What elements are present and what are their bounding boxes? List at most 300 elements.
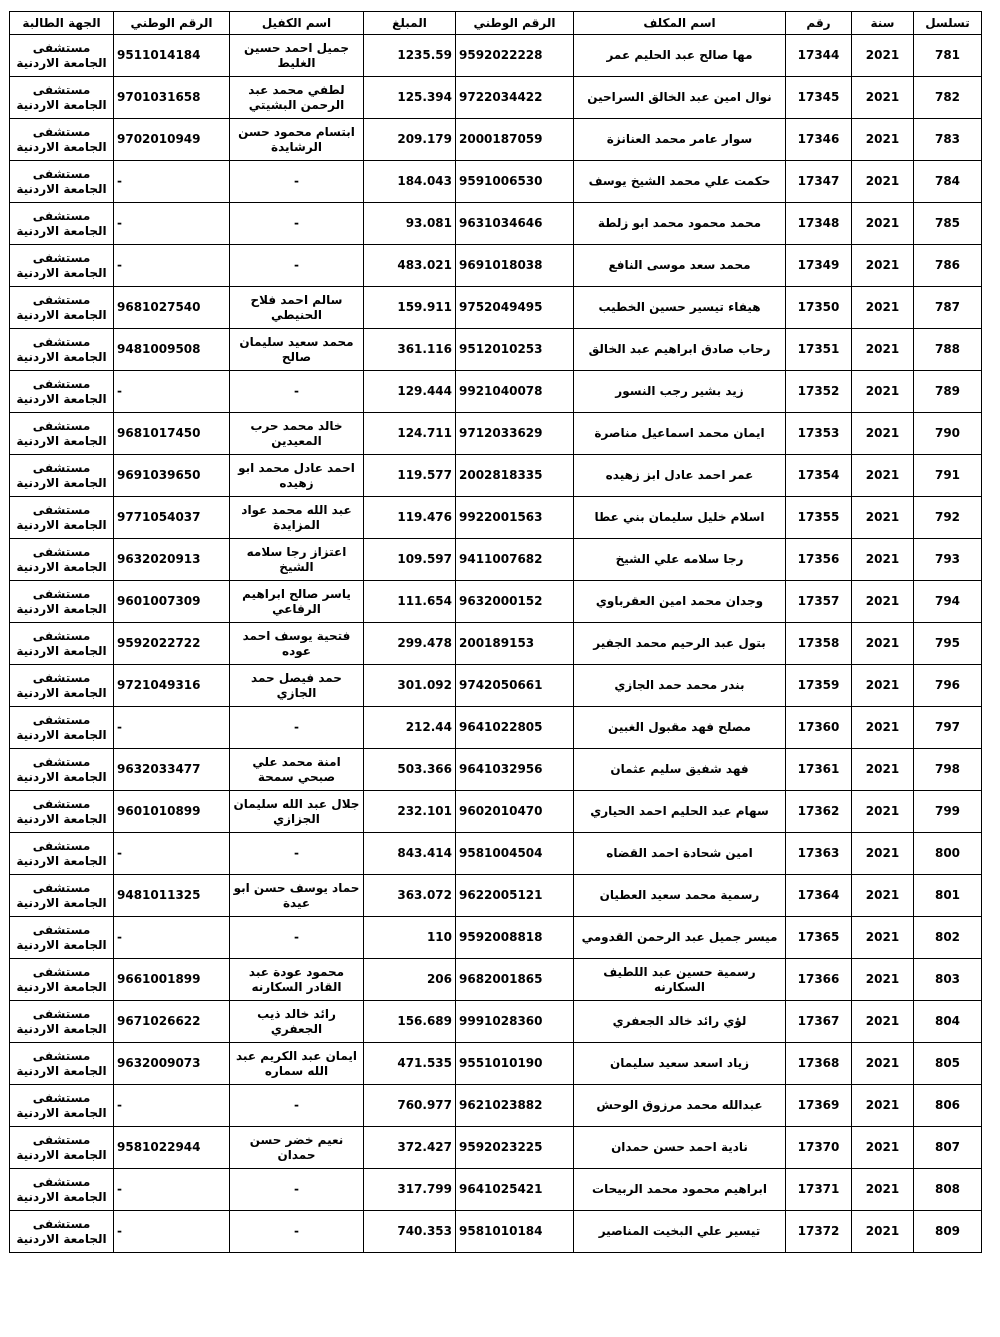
cell-number: 17352 [786,371,852,413]
header-serial: تسلسل [914,12,982,35]
cell-amount: 209.179 [364,119,456,161]
table-row [10,35,982,77]
cell-serial: 793 [914,539,982,581]
cell-debtor-national-id: 9682001865 [456,959,574,1001]
cell-serial: 798 [914,749,982,791]
cell-number: 17358 [786,623,852,665]
cell-serial: 804 [914,1001,982,1043]
cell-requesting-entity: مستشفى الجامعة الاردنية [10,917,114,959]
cell-amount: 125.394 [364,77,456,119]
cell-number: 17349 [786,245,852,287]
cell-debtor-national-id: 2000187059 [456,119,574,161]
cell-number: 17347 [786,161,852,203]
cell-number: 17370 [786,1127,852,1169]
cell-requesting-entity: مستشفى الجامعة الاردنية [10,665,114,707]
cell-debtor-name: ايمان محمد اسماعيل مناصرة [574,413,786,455]
cell-guarantor-name: ايمان عبد الكريم عبد الله سماره [230,1043,364,1085]
cell-debtor-national-id: 9991028360 [456,1001,574,1043]
cell-debtor-national-id: 9602010470 [456,791,574,833]
cell-debtor-national-id: 9921040078 [456,371,574,413]
cell-year: 2021 [852,1211,914,1253]
cell-guarantor-national-id: 9671026622 [114,1001,230,1043]
cell-amount: 111.654 [364,581,456,623]
cell-guarantor-national-id: 9661001899 [114,959,230,1001]
cell-guarantor-national-id: 9681027540 [114,287,230,329]
table-row [10,119,982,161]
cell-year: 2021 [852,1043,914,1085]
cell-debtor-name: رسمية حسين عبد اللطيف السكارنه [574,959,786,1001]
table-row [10,1211,982,1253]
cell-debtor-national-id: 9591006530 [456,161,574,203]
cell-guarantor-name: - [230,203,364,245]
table-row [10,1043,982,1085]
cell-debtor-name: سوار عامر محمد العنانزة [574,119,786,161]
table-row [10,833,982,875]
cell-serial: 790 [914,413,982,455]
cell-debtor-national-id: 9742050661 [456,665,574,707]
cell-year: 2021 [852,539,914,581]
cell-debtor-name: حكمت علي محمد الشيخ يوسف [574,161,786,203]
cell-amount: 483.021 [364,245,456,287]
cell-guarantor-national-id: 9481011325 [114,875,230,917]
cell-requesting-entity: مستشفى الجامعة الاردنية [10,1043,114,1085]
cell-serial: 801 [914,875,982,917]
header-requesting-entity: الجهة الطالبة [10,12,114,35]
cell-debtor-national-id: 2002818335 [456,455,574,497]
cell-guarantor-name: - [230,371,364,413]
cell-serial: 797 [914,707,982,749]
cell-amount: 206 [364,959,456,1001]
cell-guarantor-national-id: - [114,161,230,203]
cell-guarantor-national-id: 9632020913 [114,539,230,581]
cell-debtor-name: ميسر جميل عبد الرحمن القدومي [574,917,786,959]
cell-requesting-entity: مستشفى الجامعة الاردنية [10,959,114,1001]
cell-year: 2021 [852,581,914,623]
cell-guarantor-name: اعتزاز رجا سلامه الشيخ [230,539,364,581]
cell-debtor-name: محمد سعد موسى النافع [574,245,786,287]
cell-number: 17372 [786,1211,852,1253]
header-debtor-national-id: الرقم الوطني [456,12,574,35]
cell-debtor-name: لؤي رائد خالد الجعفري [574,1001,786,1043]
cell-debtor-name: هيفاء تيسير حسين الخطيب [574,287,786,329]
cell-amount: 299.478 [364,623,456,665]
cell-number: 17371 [786,1169,852,1211]
cell-debtor-name: عمر احمد عادل ابز زهيده [574,455,786,497]
cell-number: 17362 [786,791,852,833]
table-row [10,1169,982,1211]
cell-amount: 317.799 [364,1169,456,1211]
table-row [10,707,982,749]
cell-serial: 809 [914,1211,982,1253]
header-guarantor-name: اسم الكفيل [230,12,364,35]
cell-debtor-name: عبدالله محمد مرزوق الوحش [574,1085,786,1127]
cell-amount: 740.353 [364,1211,456,1253]
cell-debtor-national-id: 9622005121 [456,875,574,917]
cell-serial: 788 [914,329,982,371]
cell-debtor-name: مها صالح عبد الحليم عمر [574,35,786,77]
cell-requesting-entity: مستشفى الجامعة الاردنية [10,77,114,119]
cell-debtor-name: ابراهيم محمود محمد الربيحات [574,1169,786,1211]
cell-debtor-name: رجا سلامه علي الشيخ [574,539,786,581]
table-row [10,1127,982,1169]
cell-guarantor-national-id: - [114,1169,230,1211]
cell-number: 17361 [786,749,852,791]
cell-debtor-national-id: 9641025421 [456,1169,574,1211]
cell-year: 2021 [852,1169,914,1211]
cell-debtor-national-id: 9411007682 [456,539,574,581]
cell-debtor-national-id: 9712033629 [456,413,574,455]
cell-serial: 781 [914,35,982,77]
cell-requesting-entity: مستشفى الجامعة الاردنية [10,539,114,581]
cell-year: 2021 [852,833,914,875]
header-amount: المبلغ [364,12,456,35]
cell-amount: 110 [364,917,456,959]
cell-year: 2021 [852,497,914,539]
cell-amount: 232.101 [364,791,456,833]
cell-guarantor-national-id: 9771054037 [114,497,230,539]
cell-amount: 301.092 [364,665,456,707]
cell-guarantor-name: - [230,833,364,875]
cell-debtor-name: تيسير علي البخيت المناصير [574,1211,786,1253]
cell-guarantor-name: جميل احمد حسين الغليط [230,35,364,77]
cell-year: 2021 [852,35,914,77]
cell-amount: 212.44 [364,707,456,749]
cell-debtor-name: رسمية محمد سعيد العطيان [574,875,786,917]
cell-amount: 109.597 [364,539,456,581]
table-row [10,959,982,1001]
cell-year: 2021 [852,1085,914,1127]
cell-number: 17366 [786,959,852,1001]
cell-serial: 796 [914,665,982,707]
cell-requesting-entity: مستشفى الجامعة الاردنية [10,119,114,161]
cell-year: 2021 [852,749,914,791]
cell-year: 2021 [852,917,914,959]
table-row [10,77,982,119]
cell-guarantor-national-id: 9592022722 [114,623,230,665]
table-row [10,623,982,665]
cell-number: 17363 [786,833,852,875]
cell-amount: 93.081 [364,203,456,245]
cell-requesting-entity: مستشفى الجامعة الاردنية [10,833,114,875]
cell-guarantor-name: ابتسام محمود حسن الرشايدة [230,119,364,161]
cell-guarantor-name: فتحية يوسف احمد عوده [230,623,364,665]
table-row [10,245,982,287]
cell-guarantor-national-id: 9701031658 [114,77,230,119]
cell-guarantor-name: - [230,161,364,203]
cell-number: 17364 [786,875,852,917]
cell-guarantor-name: محمود عودة عبد القادر السكارنه [230,959,364,1001]
cell-requesting-entity: مستشفى الجامعة الاردنية [10,1211,114,1253]
cell-requesting-entity: مستشفى الجامعة الاردنية [10,1001,114,1043]
cell-guarantor-national-id: 9691039650 [114,455,230,497]
cell-serial: 803 [914,959,982,1001]
cell-serial: 800 [914,833,982,875]
cell-number: 17365 [786,917,852,959]
cell-guarantor-name: حمد فيصل حمد الجازي [230,665,364,707]
cell-number: 17346 [786,119,852,161]
cell-debtor-national-id: 9621023882 [456,1085,574,1127]
cell-requesting-entity: مستشفى الجامعة الاردنية [10,707,114,749]
debtors-sheet [9,11,981,1253]
cell-requesting-entity: مستشفى الجامعة الاردنية [10,161,114,203]
cell-number: 17351 [786,329,852,371]
cell-guarantor-name: جلال عبد الله سليمان الجزازي [230,791,364,833]
cell-debtor-national-id: 9691018038 [456,245,574,287]
cell-debtor-name: وجدان محمد امين العقرباوي [574,581,786,623]
cell-year: 2021 [852,875,914,917]
cell-amount: 124.711 [364,413,456,455]
cell-amount: 159.911 [364,287,456,329]
cell-year: 2021 [852,77,914,119]
cell-guarantor-name: - [230,707,364,749]
cell-amount: 184.043 [364,161,456,203]
cell-debtor-name: امين شحادة احمد القضاه [574,833,786,875]
cell-guarantor-name: - [230,1211,364,1253]
cell-guarantor-name: - [230,917,364,959]
cell-debtor-national-id: 9752049495 [456,287,574,329]
table-row [10,581,982,623]
cell-requesting-entity: مستشفى الجامعة الاردنية [10,1085,114,1127]
cell-requesting-entity: مستشفى الجامعة الاردنية [10,1127,114,1169]
cell-serial: 784 [914,161,982,203]
table-row [10,1085,982,1127]
cell-number: 17353 [786,413,852,455]
cell-guarantor-name: امنة محمد علي صبحي سمحة [230,749,364,791]
cell-serial: 802 [914,917,982,959]
cell-guarantor-name: خالد محمد حرب المعيدين [230,413,364,455]
cell-guarantor-national-id: - [114,833,230,875]
table-row [10,287,982,329]
header-year: سنة [852,12,914,35]
cell-year: 2021 [852,791,914,833]
cell-number: 17356 [786,539,852,581]
table-row [10,329,982,371]
cell-year: 2021 [852,413,914,455]
cell-amount: 471.535 [364,1043,456,1085]
cell-debtor-name: بتول عبد الرحيم محمد الجفير [574,623,786,665]
cell-guarantor-name: لطفي محمد عبد الرحمن البشيتي [230,77,364,119]
cell-guarantor-national-id: 9481009508 [114,329,230,371]
cell-requesting-entity: مستشفى الجامعة الاردنية [10,497,114,539]
cell-number: 17350 [786,287,852,329]
cell-serial: 792 [914,497,982,539]
cell-amount: 119.476 [364,497,456,539]
cell-debtor-national-id: 200189153 [456,623,574,665]
cell-debtor-name: رحاب صادق ابراهيم عبد الخالق [574,329,786,371]
cell-serial: 806 [914,1085,982,1127]
cell-serial: 799 [914,791,982,833]
cell-debtor-name: نادية احمد حسن حمدان [574,1127,786,1169]
cell-debtor-name: بندر محمد حمد الجازي [574,665,786,707]
cell-number: 17355 [786,497,852,539]
cell-serial: 783 [914,119,982,161]
cell-guarantor-name: ياسر صالح ابراهيم الرفاعي [230,581,364,623]
cell-number: 17345 [786,77,852,119]
cell-guarantor-national-id: 9702010949 [114,119,230,161]
cell-year: 2021 [852,1127,914,1169]
cell-guarantor-national-id: 9511014184 [114,35,230,77]
cell-year: 2021 [852,287,914,329]
cell-debtor-national-id: 9641032956 [456,749,574,791]
cell-amount: 372.427 [364,1127,456,1169]
table-row [10,161,982,203]
cell-debtor-name: اسلام خليل سليمان بني عطا [574,497,786,539]
cell-debtor-name: زياد اسعد سعيد سليمان [574,1043,786,1085]
table-row [10,1001,982,1043]
cell-guarantor-name: حماد يوسف حسن ابو عيدة [230,875,364,917]
cell-year: 2021 [852,707,914,749]
cell-serial: 794 [914,581,982,623]
table-row [10,791,982,833]
cell-guarantor-national-id: 9601007309 [114,581,230,623]
cell-serial: 808 [914,1169,982,1211]
cell-number: 17357 [786,581,852,623]
cell-guarantor-name: - [230,245,364,287]
table-row [10,875,982,917]
cell-amount: 363.072 [364,875,456,917]
cell-serial: 789 [914,371,982,413]
cell-requesting-entity: مستشفى الجامعة الاردنية [10,1169,114,1211]
cell-debtor-name: فهد شفيق سليم عثمان [574,749,786,791]
header-debtor-name: اسم المكلف [574,12,786,35]
cell-debtor-national-id: 9551010190 [456,1043,574,1085]
cell-guarantor-name: - [230,1085,364,1127]
cell-year: 2021 [852,245,914,287]
cell-debtor-national-id: 9581004504 [456,833,574,875]
cell-guarantor-national-id: - [114,245,230,287]
cell-serial: 782 [914,77,982,119]
cell-requesting-entity: مستشفى الجامعة الاردنية [10,329,114,371]
cell-serial: 785 [914,203,982,245]
cell-number: 17344 [786,35,852,77]
table-row [10,917,982,959]
cell-debtor-national-id: 9722034422 [456,77,574,119]
table-body [10,35,982,1253]
cell-number: 17367 [786,1001,852,1043]
cell-guarantor-name: محمد سعيد سليمان صالح [230,329,364,371]
cell-number: 17369 [786,1085,852,1127]
cell-guarantor-name: نعيم خضر حسن حمدان [230,1127,364,1169]
cell-requesting-entity: مستشفى الجامعة الاردنية [10,875,114,917]
cell-number: 17368 [786,1043,852,1085]
cell-year: 2021 [852,623,914,665]
cell-amount: 361.116 [364,329,456,371]
table-row [10,665,982,707]
cell-guarantor-name: احمد عادل محمد ابو زهيده [230,455,364,497]
cell-year: 2021 [852,1001,914,1043]
cell-guarantor-name: - [230,1169,364,1211]
cell-serial: 807 [914,1127,982,1169]
cell-guarantor-national-id: - [114,203,230,245]
cell-amount: 156.689 [364,1001,456,1043]
cell-debtor-national-id: 9592023225 [456,1127,574,1169]
cell-guarantor-national-id: 9581022944 [114,1127,230,1169]
header-guarantor-national-id: الرقم الوطني [114,12,230,35]
cell-requesting-entity: مستشفى الجامعة الاردنية [10,749,114,791]
cell-requesting-entity: مستشفى الجامعة الاردنية [10,413,114,455]
cell-debtor-national-id: 9592008818 [456,917,574,959]
cell-debtor-national-id: 9581010184 [456,1211,574,1253]
cell-guarantor-national-id: 9681017450 [114,413,230,455]
table-row [10,749,982,791]
cell-number: 17359 [786,665,852,707]
cell-serial: 791 [914,455,982,497]
cell-guarantor-national-id: 9632033477 [114,749,230,791]
cell-amount: 843.414 [364,833,456,875]
cell-debtor-national-id: 9632000152 [456,581,574,623]
cell-debtor-name: محمد محمود محمد ابو زلطة [574,203,786,245]
header-number: رقم [786,12,852,35]
cell-amount: 760.977 [364,1085,456,1127]
cell-guarantor-national-id: 9632009073 [114,1043,230,1085]
cell-amount: 1235.59 [364,35,456,77]
cell-serial: 795 [914,623,982,665]
cell-serial: 787 [914,287,982,329]
cell-requesting-entity: مستشفى الجامعة الاردنية [10,287,114,329]
table-row [10,413,982,455]
cell-year: 2021 [852,959,914,1001]
table-row [10,455,982,497]
cell-guarantor-name: سالم احمد فلاح الحنيطي [230,287,364,329]
cell-guarantor-national-id: - [114,1085,230,1127]
cell-requesting-entity: مستشفى الجامعة الاردنية [10,623,114,665]
debtors-table [9,11,982,1253]
table-row [10,539,982,581]
cell-serial: 805 [914,1043,982,1085]
cell-requesting-entity: مستشفى الجامعة الاردنية [10,35,114,77]
cell-number: 17360 [786,707,852,749]
table-row [10,497,982,539]
cell-guarantor-national-id: 9721049316 [114,665,230,707]
cell-debtor-national-id: 9922001563 [456,497,574,539]
cell-requesting-entity: مستشفى الجامعة الاردنية [10,203,114,245]
cell-number: 17354 [786,455,852,497]
cell-requesting-entity: مستشفى الجامعة الاردنية [10,455,114,497]
cell-year: 2021 [852,329,914,371]
cell-number: 17348 [786,203,852,245]
cell-year: 2021 [852,161,914,203]
cell-requesting-entity: مستشفى الجامعة الاردنية [10,791,114,833]
cell-requesting-entity: مستشفى الجامعة الاردنية [10,245,114,287]
cell-amount: 503.366 [364,749,456,791]
cell-debtor-name: سهام عبد الحليم احمد الحياري [574,791,786,833]
cell-guarantor-national-id: - [114,371,230,413]
cell-amount: 119.577 [364,455,456,497]
cell-year: 2021 [852,455,914,497]
cell-serial: 786 [914,245,982,287]
cell-year: 2021 [852,371,914,413]
cell-guarantor-national-id: - [114,917,230,959]
cell-debtor-name: مصلح فهد مقبول الغبين [574,707,786,749]
cell-year: 2021 [852,665,914,707]
cell-amount: 129.444 [364,371,456,413]
table-row [10,203,982,245]
cell-guarantor-name: رائد خالد ذيب الجعفري [230,1001,364,1043]
cell-guarantor-name: عبد الله محمد عواد المزايدة [230,497,364,539]
header-row [10,12,982,35]
cell-debtor-national-id: 9631034646 [456,203,574,245]
cell-requesting-entity: مستشفى الجامعة الاردنية [10,371,114,413]
cell-year: 2021 [852,203,914,245]
cell-debtor-name: زيد بشير رجب النسور [574,371,786,413]
cell-requesting-entity: مستشفى الجامعة الاردنية [10,581,114,623]
table-row [10,371,982,413]
cell-guarantor-national-id: 9601010899 [114,791,230,833]
cell-guarantor-national-id: - [114,1211,230,1253]
cell-debtor-national-id: 9592022228 [456,35,574,77]
cell-guarantor-national-id: - [114,707,230,749]
cell-debtor-national-id: 9512010253 [456,329,574,371]
